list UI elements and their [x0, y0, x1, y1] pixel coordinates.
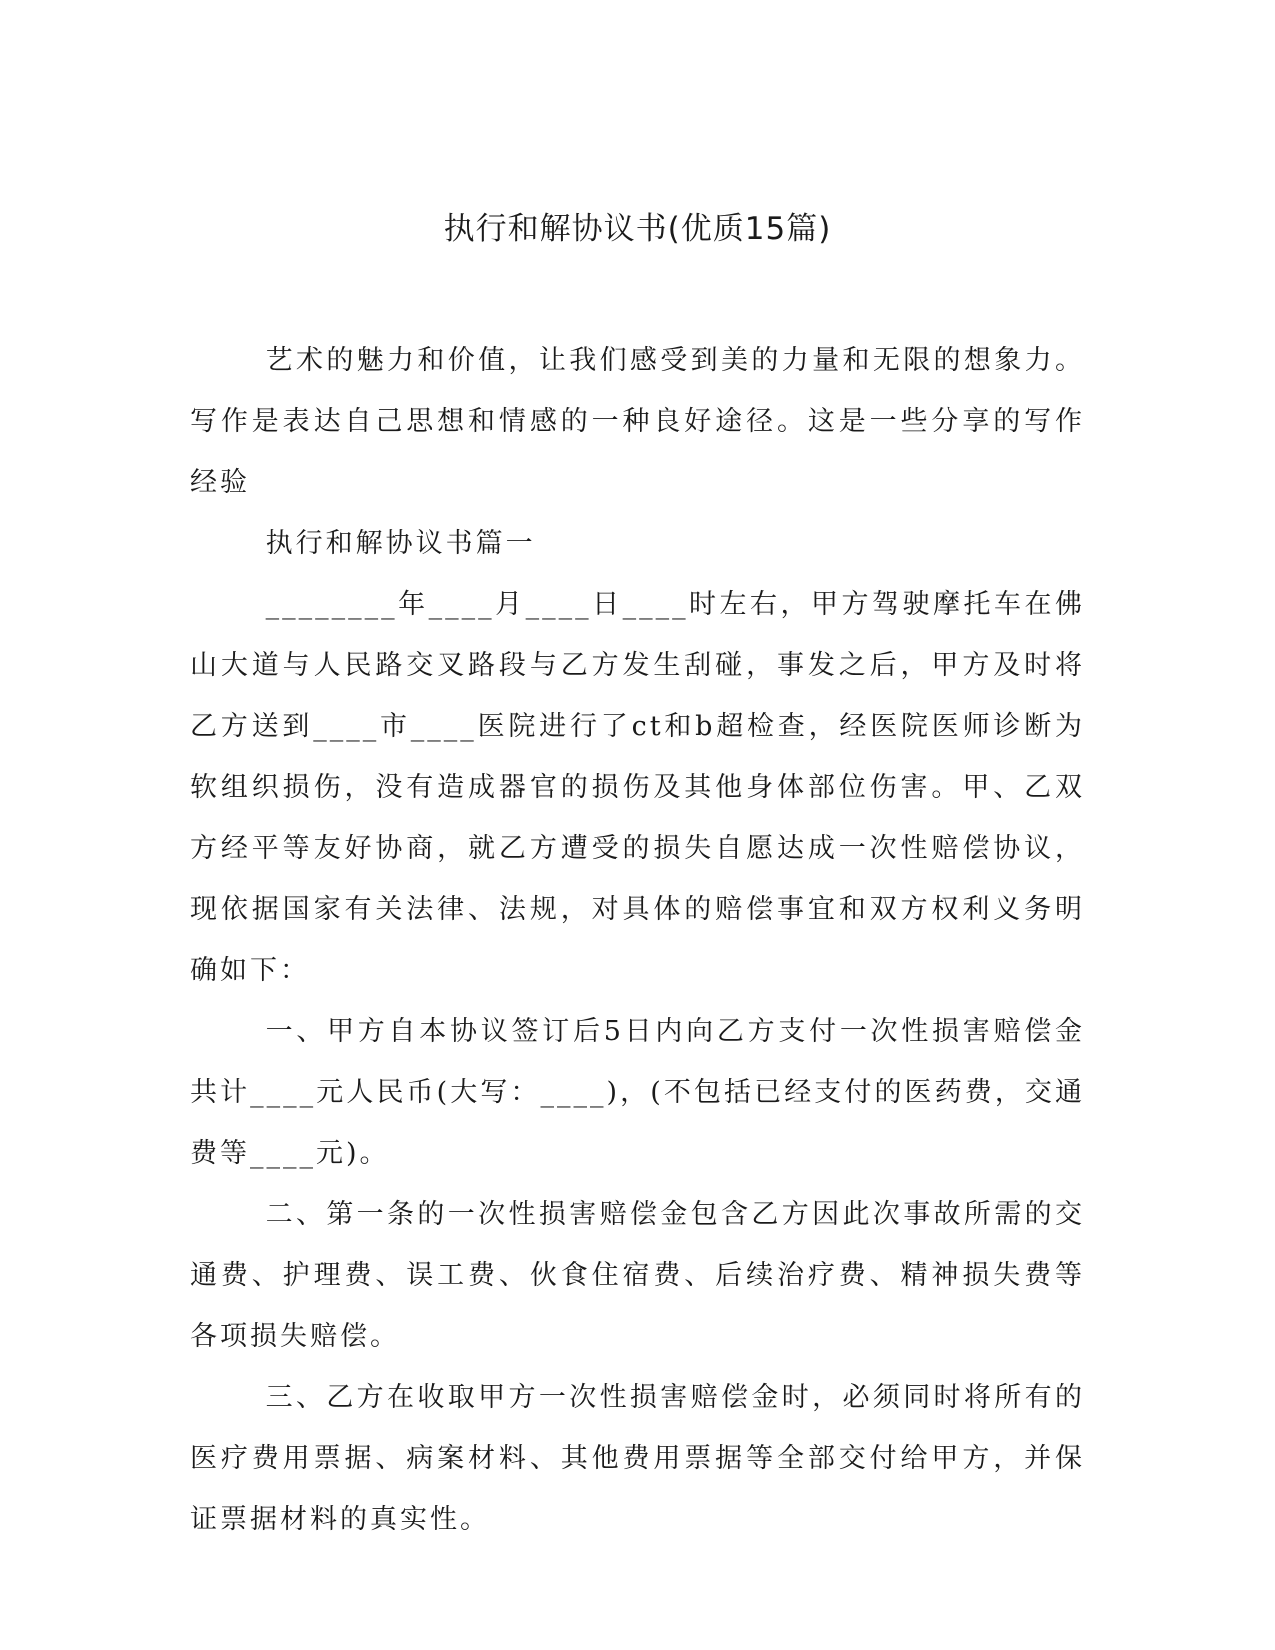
- clause-one: 一、甲方自本协议签订后5日内向乙方支付一次性损害赔偿金共计____元人民币(大写：____)，(不包括已经支付的医药费，交通费等____元)。: [190, 1016, 1085, 1169]
- clause-two: 二、第一条的一次性损害赔偿金包含乙方因此次事故所需的交通费、护理费、误工费、伙食住宿费、后续治疗费、精神损失费等各项损失赔偿。: [190, 1199, 1085, 1352]
- section-heading: 执行和解协议书篇一: [265, 528, 536, 559]
- incident-paragraph: ________年____月____日____时左右，甲方驾驶摩托车在佛山大道与人民路交叉路段与乙方发生刮碰，事发之后，甲方及时将乙方送到____市____医院进行了ct和b超检查，经医院医师诊断为软组织损伤，没有造成器官的损伤及其他身体部位伤害。甲、乙双方经平等友好协商，就乙方遭受的损失自愿达成一次性赔偿协议，现依据国家有关法律、法规，对具体的赔偿事宜和双方权利义务明确如下：: [190, 589, 1085, 986]
- document-body: [190, 330, 1085, 1550]
- intro-paragraph: 艺术的魅力和价值，让我们感受到美的力量和无限的想象力。写作是表达自己思想和情感的一种良好途径。这是一些分享的写作经验: [190, 345, 1085, 498]
- document-title: 执行和解协议书(优质15篇): [443, 211, 832, 247]
- clause-three: 三、乙方在收取甲方一次性损害赔偿金时，必须同时将所有的医疗费用票据、病案材料、其他费用票据等全部交付给甲方，并保证票据材料的真实性。: [190, 1382, 1085, 1535]
